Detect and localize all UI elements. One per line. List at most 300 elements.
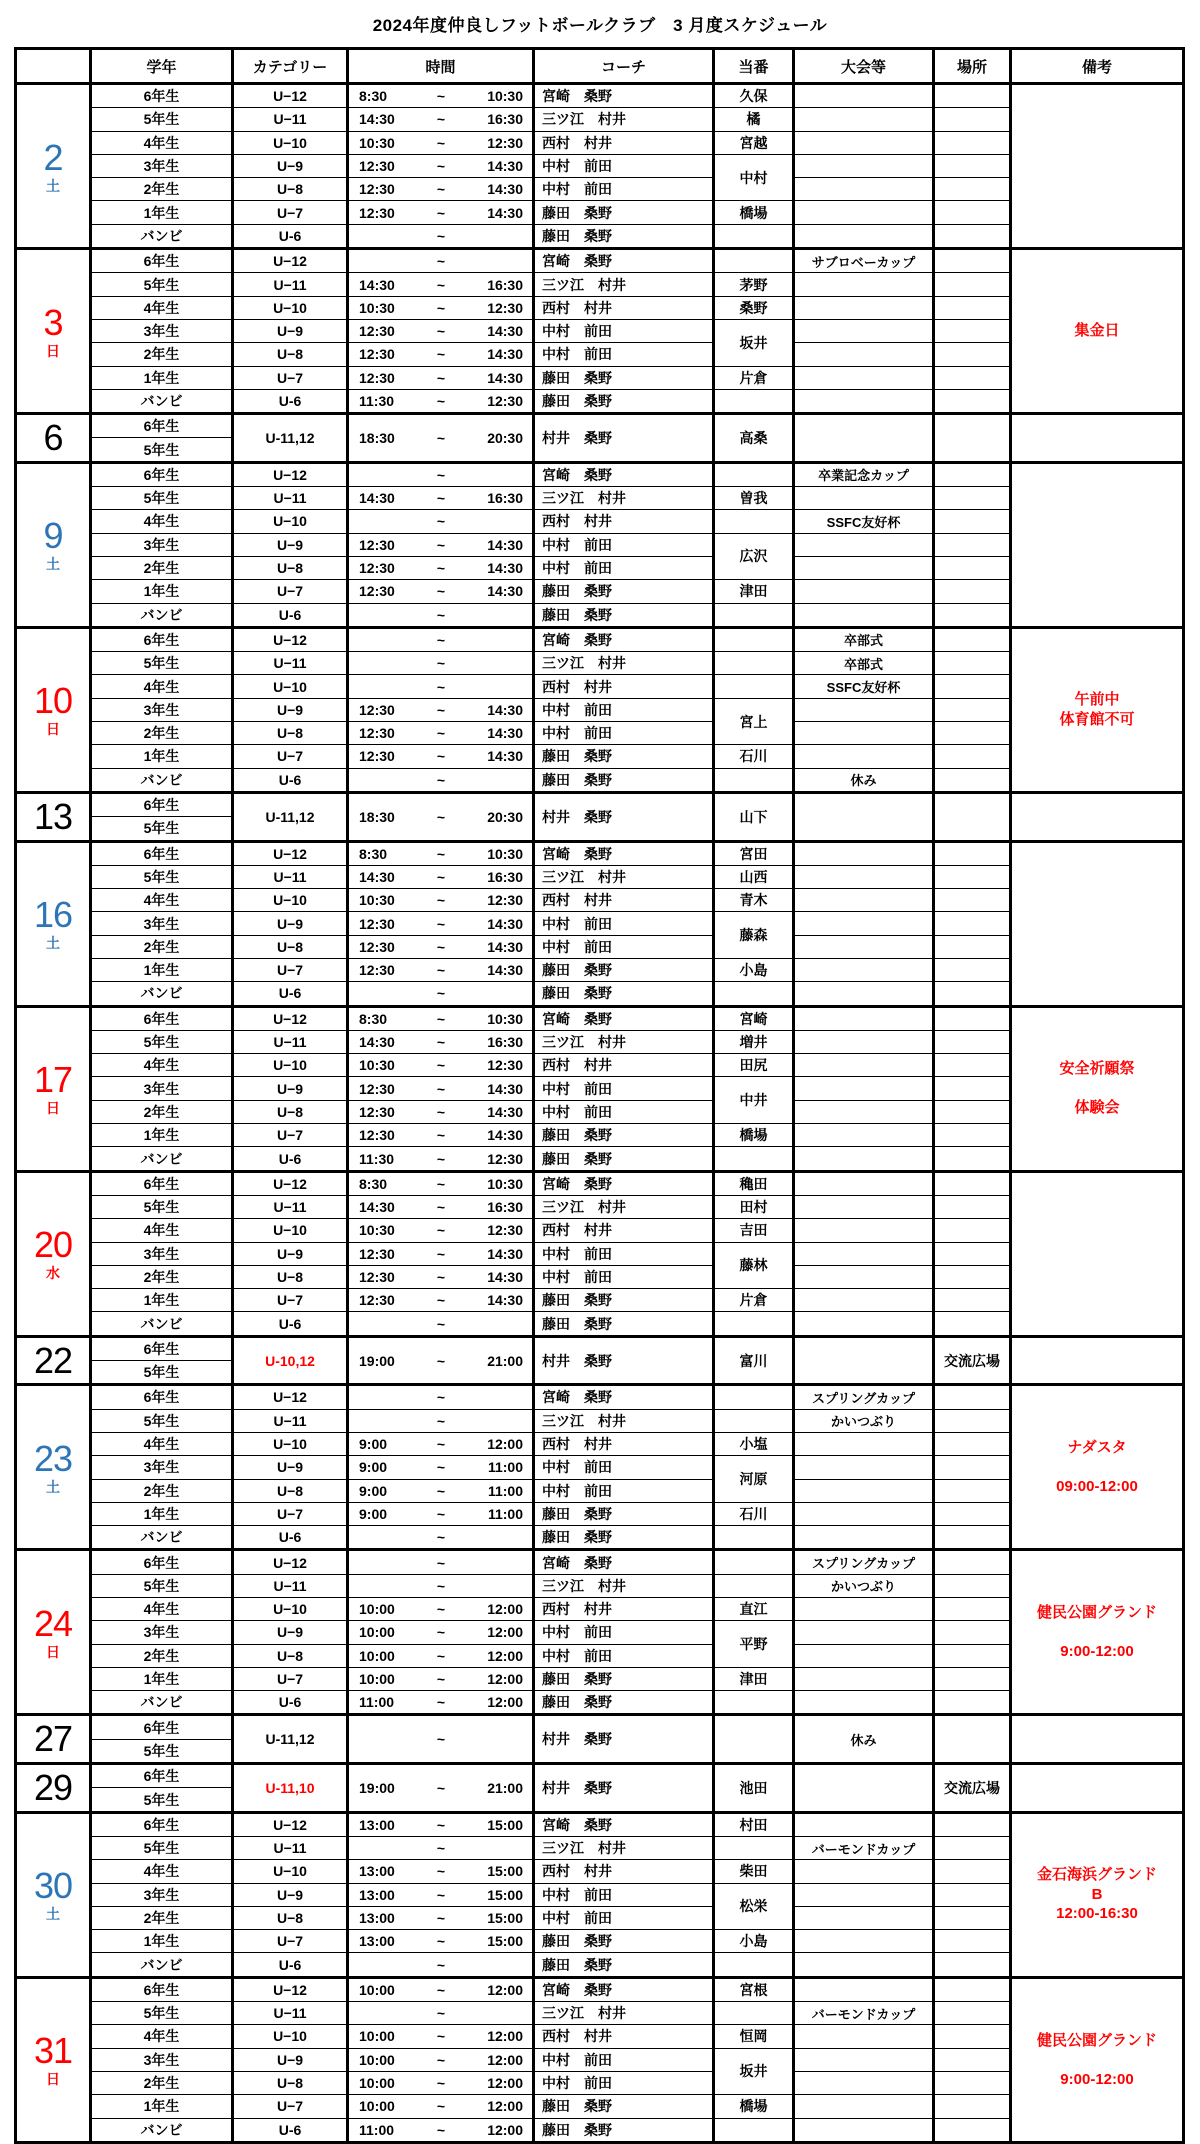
schedule-row bbox=[16, 1715, 1184, 1739]
grade-cell: 1年生 bbox=[91, 1502, 233, 1525]
schedule-row bbox=[16, 178, 1184, 201]
duty-cell: 村田 bbox=[714, 1812, 794, 1836]
place-cell bbox=[934, 745, 1011, 768]
category-cell: U−10 bbox=[233, 889, 348, 912]
schedule-row bbox=[16, 1502, 1184, 1525]
event-cell: かいつぶり bbox=[794, 1409, 934, 1432]
time-cell: 12:30 ~ 14:30 bbox=[348, 1265, 534, 1288]
place-cell bbox=[934, 1550, 1011, 1574]
coach-cell: 三ツ江 村井 bbox=[534, 2002, 714, 2025]
date-number: 29 bbox=[33, 1766, 73, 1808]
grade-cell: 2年生 bbox=[91, 178, 233, 201]
time-cell: 8:30 ~ 10:30 bbox=[348, 84, 534, 108]
schedule-row bbox=[16, 935, 1184, 958]
schedule-row bbox=[16, 1860, 1184, 1883]
time-cell: 11:30 ~ 12:30 bbox=[348, 1147, 534, 1171]
coach-cell: 藤田 桑野 bbox=[534, 1930, 714, 1953]
note-cell: 金石海浜グランド B 12:00-16:30 bbox=[1011, 1812, 1184, 1977]
date-number: 27 bbox=[33, 1718, 73, 1760]
place-cell bbox=[934, 982, 1011, 1006]
grade-cell: 4年生 bbox=[91, 1598, 233, 1621]
category-cell: U−8 bbox=[233, 1100, 348, 1123]
place-cell bbox=[934, 108, 1011, 131]
duty-cell: 柴田 bbox=[714, 1860, 794, 1883]
event-cell: 卒部式 bbox=[794, 652, 934, 675]
event-cell bbox=[794, 533, 934, 556]
grade-cell: 1年生 bbox=[91, 2095, 233, 2118]
place-cell bbox=[934, 1883, 1011, 1906]
duty-cell bbox=[714, 510, 794, 533]
event-cell bbox=[794, 1124, 934, 1147]
schedule-row bbox=[16, 1836, 1184, 1859]
note-cell: 健民公園グランド 9:00-12:00 bbox=[1011, 1550, 1184, 1715]
grade-cell: バンビ bbox=[91, 603, 233, 627]
event-cell bbox=[794, 389, 934, 413]
grade-cell: 4年生 bbox=[91, 889, 233, 912]
coach-cell: 中村 前田 bbox=[534, 912, 714, 935]
grade-cell: 5年生 bbox=[91, 2002, 233, 2025]
event-cell bbox=[794, 2118, 934, 2142]
duty-cell: 田村 bbox=[714, 1195, 794, 1218]
coach-cell: 中村 前田 bbox=[534, 1883, 714, 1906]
coach-cell: 村井 桑野 bbox=[534, 1336, 714, 1385]
event-cell bbox=[794, 1667, 934, 1690]
schedule-row bbox=[16, 487, 1184, 510]
schedule-row bbox=[16, 1812, 1184, 1836]
time-cell: 12:30 ~ 14:30 bbox=[348, 698, 534, 721]
event-cell bbox=[794, 273, 934, 296]
coach-cell: 中村 前田 bbox=[534, 722, 714, 745]
duty-cell: 宮越 bbox=[714, 131, 794, 154]
category-cell: U-6 bbox=[233, 982, 348, 1006]
event-cell: バーモンドカップ bbox=[794, 2002, 934, 2025]
grade-cell: バンビ bbox=[91, 1312, 233, 1336]
date-cell bbox=[16, 792, 91, 841]
schedule-row bbox=[16, 84, 1184, 108]
grade-cell: 6年生 bbox=[91, 1550, 233, 1574]
duty-cell: 広沢 bbox=[714, 533, 794, 580]
event-cell bbox=[794, 84, 934, 108]
category-cell: U−7 bbox=[233, 366, 348, 389]
duty-cell: 山西 bbox=[714, 865, 794, 888]
time-cell: 13:00 ~ 15:00 bbox=[348, 1906, 534, 1929]
schedule-row bbox=[16, 224, 1184, 248]
category-cell: U−12 bbox=[233, 1977, 348, 2001]
grade-cell: 6年生 bbox=[91, 792, 233, 816]
schedule-row bbox=[16, 366, 1184, 389]
category-cell: U−7 bbox=[233, 958, 348, 981]
grade-cell: 5年生 bbox=[91, 273, 233, 296]
schedule-row bbox=[16, 768, 1184, 792]
note-cell bbox=[1011, 1336, 1184, 1385]
place-cell bbox=[934, 84, 1011, 108]
event-cell bbox=[794, 319, 934, 342]
place-cell bbox=[934, 1006, 1011, 1030]
category-cell: U-11,12 bbox=[233, 1715, 348, 1764]
time-cell: 10:30 ~ 12:30 bbox=[348, 889, 534, 912]
event-cell bbox=[794, 745, 934, 768]
time-cell: ~ bbox=[348, 1715, 534, 1764]
grade-cell: 3年生 bbox=[91, 2048, 233, 2071]
category-cell: U−8 bbox=[233, 556, 348, 579]
coach-cell: 宮崎 桑野 bbox=[534, 462, 714, 486]
event-cell bbox=[794, 414, 934, 463]
category-cell: U−12 bbox=[233, 627, 348, 651]
event-cell bbox=[794, 343, 934, 366]
event-cell bbox=[794, 1977, 934, 2001]
duty-cell: 恒岡 bbox=[714, 2025, 794, 2048]
category-cell: U−9 bbox=[233, 1621, 348, 1644]
schedule-row bbox=[16, 603, 1184, 627]
category-cell: U−12 bbox=[233, 249, 348, 273]
duty-cell bbox=[714, 1385, 794, 1409]
place-cell bbox=[934, 487, 1011, 510]
event-cell: 休み bbox=[794, 768, 934, 792]
category-cell: U−12 bbox=[233, 1550, 348, 1574]
event-cell bbox=[794, 1171, 934, 1195]
schedule-row bbox=[16, 2118, 1184, 2142]
page-title: 2024年度仲良しフットボールクラブ 3 月度スケジュール bbox=[372, 16, 828, 35]
coach-cell: 中村 前田 bbox=[534, 2071, 714, 2094]
category-cell: U−12 bbox=[233, 1385, 348, 1409]
time-cell: 10:00 ~ 12:00 bbox=[348, 2071, 534, 2094]
category-cell: U−7 bbox=[233, 1502, 348, 1525]
grade-cell: 6年生 bbox=[91, 1006, 233, 1030]
duty-cell: 吉田 bbox=[714, 1219, 794, 1242]
place-cell bbox=[934, 1265, 1011, 1288]
place-cell bbox=[934, 1124, 1011, 1147]
schedule-row bbox=[16, 201, 1184, 224]
duty-cell: 田尻 bbox=[714, 1054, 794, 1077]
category-cell: U−10 bbox=[233, 296, 348, 319]
schedule-row bbox=[16, 1265, 1184, 1288]
category-cell: U−12 bbox=[233, 1171, 348, 1195]
place-cell bbox=[934, 1977, 1011, 2001]
place-cell bbox=[934, 1860, 1011, 1883]
date-cell bbox=[16, 1336, 91, 1385]
time-cell: 14:30 ~ 16:30 bbox=[348, 1030, 534, 1053]
coach-cell: 中村 前田 bbox=[534, 178, 714, 201]
place-cell bbox=[934, 2118, 1011, 2142]
time-cell: 12:30 ~ 14:30 bbox=[348, 1077, 534, 1100]
time-cell: 8:30 ~ 10:30 bbox=[348, 841, 534, 865]
coach-cell: 中村 前田 bbox=[534, 1265, 714, 1288]
place-cell bbox=[934, 675, 1011, 698]
time-cell: 13:00 ~ 15:00 bbox=[348, 1883, 534, 1906]
coach-cell: 中村 前田 bbox=[534, 1644, 714, 1667]
grade-cell: 5年生 bbox=[91, 438, 233, 462]
duty-cell bbox=[714, 1953, 794, 1977]
event-cell bbox=[794, 889, 934, 912]
event-cell bbox=[794, 1691, 934, 1715]
time-cell: 10:00 ~ 12:00 bbox=[348, 1977, 534, 2001]
duty-cell bbox=[714, 1526, 794, 1550]
time-cell: 10:00 ~ 12:00 bbox=[348, 1644, 534, 1667]
schedule-row bbox=[16, 249, 1184, 273]
date-weekday: 土 bbox=[46, 1478, 60, 1495]
coach-cell: 中村 前田 bbox=[534, 1479, 714, 1502]
time-cell: ~ bbox=[348, 2002, 534, 2025]
coach-cell: 藤田 桑野 bbox=[534, 1526, 714, 1550]
time-cell: 12:30 ~ 14:30 bbox=[348, 912, 534, 935]
grade-cell: バンビ bbox=[91, 1526, 233, 1550]
category-cell: U−12 bbox=[233, 1812, 348, 1836]
category-cell: U−12 bbox=[233, 462, 348, 486]
event-cell bbox=[794, 1930, 934, 1953]
category-cell: U−8 bbox=[233, 1906, 348, 1929]
place-cell bbox=[934, 462, 1011, 486]
place-cell: 交流広場 bbox=[934, 1764, 1011, 1813]
category-cell: U−11 bbox=[233, 652, 348, 675]
event-cell bbox=[794, 912, 934, 935]
coach-cell: 宮崎 桑野 bbox=[534, 841, 714, 865]
coach-cell: 西村 村井 bbox=[534, 131, 714, 154]
schedule-row bbox=[16, 1385, 1184, 1409]
category-cell: U-6 bbox=[233, 1147, 348, 1171]
schedule-row bbox=[16, 865, 1184, 888]
date-number: 13 bbox=[33, 795, 73, 837]
coach-cell: 藤田 桑野 bbox=[534, 224, 714, 248]
category-cell: U−9 bbox=[233, 912, 348, 935]
note-cell bbox=[1011, 841, 1184, 1006]
coach-cell: 村井 桑野 bbox=[534, 414, 714, 463]
note-cell bbox=[1011, 1764, 1184, 1813]
coach-cell: 藤田 桑野 bbox=[534, 982, 714, 1006]
grade-cell: 2年生 bbox=[91, 722, 233, 745]
event-cell bbox=[794, 1077, 934, 1100]
place-cell bbox=[934, 2095, 1011, 2118]
date-cell bbox=[16, 249, 91, 414]
schedule-row bbox=[16, 1667, 1184, 1690]
duty-cell: 中村 bbox=[714, 154, 794, 201]
date-number: 22 bbox=[33, 1339, 73, 1381]
place-cell bbox=[934, 366, 1011, 389]
schedule-row bbox=[16, 1621, 1184, 1644]
grade-cell: 5年生 bbox=[91, 817, 233, 841]
event-cell bbox=[794, 131, 934, 154]
place-cell bbox=[934, 1289, 1011, 1312]
schedule-row bbox=[16, 414, 1184, 438]
event-cell: スプリングカップ bbox=[794, 1550, 934, 1574]
coach-cell: 中村 前田 bbox=[534, 343, 714, 366]
category-cell: U−12 bbox=[233, 841, 348, 865]
time-cell: ~ bbox=[348, 249, 534, 273]
category-cell: U−10 bbox=[233, 1860, 348, 1883]
date-cell bbox=[16, 1812, 91, 1977]
coach-cell: 三ツ江 村井 bbox=[534, 108, 714, 131]
place-cell bbox=[934, 652, 1011, 675]
category-cell: U−8 bbox=[233, 1265, 348, 1288]
event-cell bbox=[794, 296, 934, 319]
place-cell bbox=[934, 603, 1011, 627]
duty-cell: 石川 bbox=[714, 745, 794, 768]
duty-cell: 石川 bbox=[714, 1502, 794, 1525]
place-cell bbox=[934, 533, 1011, 556]
event-cell bbox=[794, 1336, 934, 1385]
grade-cell: 1年生 bbox=[91, 1667, 233, 1690]
category-cell: U−8 bbox=[233, 1479, 348, 1502]
date-cell bbox=[16, 1006, 91, 1171]
grade-cell: 4年生 bbox=[91, 2025, 233, 2048]
grade-cell: バンビ bbox=[91, 768, 233, 792]
grade-cell: 6年生 bbox=[91, 414, 233, 438]
schedule-row bbox=[16, 389, 1184, 413]
time-cell: 11:00 ~ 12:00 bbox=[348, 2118, 534, 2142]
category-cell: U-6 bbox=[233, 389, 348, 413]
time-cell: 12:30 ~ 14:30 bbox=[348, 343, 534, 366]
category-cell: U−11 bbox=[233, 1030, 348, 1053]
schedule-row bbox=[16, 627, 1184, 651]
schedule-row bbox=[16, 1953, 1184, 1977]
date-weekday: 水 bbox=[46, 1265, 60, 1282]
event-cell bbox=[794, 2025, 934, 2048]
time-cell: 19:00 ~ 21:00 bbox=[348, 1336, 534, 1385]
coach-cell: 宮崎 桑野 bbox=[534, 627, 714, 651]
grade-cell: 5年生 bbox=[91, 652, 233, 675]
category-cell: U−9 bbox=[233, 1456, 348, 1479]
event-cell: 卒業記念カップ bbox=[794, 462, 934, 486]
category-cell: U−9 bbox=[233, 154, 348, 177]
event-cell bbox=[794, 201, 934, 224]
grade-cell: 6年生 bbox=[91, 249, 233, 273]
header-event: 大会等 bbox=[794, 49, 934, 84]
schedule-row bbox=[16, 841, 1184, 865]
date-cell bbox=[16, 84, 91, 249]
time-cell: ~ bbox=[348, 1312, 534, 1336]
event-cell bbox=[794, 2071, 934, 2094]
schedule-row bbox=[16, 675, 1184, 698]
schedule-row bbox=[16, 556, 1184, 579]
duty-cell: 河原 bbox=[714, 1456, 794, 1503]
grade-cell: 6年生 bbox=[91, 1385, 233, 1409]
time-cell: 12:30 ~ 14:30 bbox=[348, 745, 534, 768]
event-cell bbox=[794, 1456, 934, 1479]
coach-cell: 中村 前田 bbox=[534, 154, 714, 177]
category-cell: U−11 bbox=[233, 1574, 348, 1597]
time-cell: 18:30 ~ 20:30 bbox=[348, 414, 534, 463]
duty-cell bbox=[714, 603, 794, 627]
schedule-row bbox=[16, 154, 1184, 177]
coach-cell: 藤田 桑野 bbox=[534, 2118, 714, 2142]
coach-cell: 西村 村井 bbox=[534, 510, 714, 533]
coach-cell: 西村 村井 bbox=[534, 296, 714, 319]
grade-cell: 6年生 bbox=[91, 1171, 233, 1195]
coach-cell: 三ツ江 村井 bbox=[534, 487, 714, 510]
category-cell: U−10 bbox=[233, 1432, 348, 1455]
time-cell: 12:30 ~ 14:30 bbox=[348, 958, 534, 981]
schedule-row bbox=[16, 722, 1184, 745]
coach-cell: 西村 村井 bbox=[534, 1432, 714, 1455]
date-number: 30 bbox=[33, 1865, 73, 1907]
time-cell: 10:30 ~ 12:30 bbox=[348, 131, 534, 154]
category-cell: U-6 bbox=[233, 1526, 348, 1550]
date-weekday: 土 bbox=[46, 1906, 60, 1923]
grade-cell: 2年生 bbox=[91, 1100, 233, 1123]
grade-cell: 1年生 bbox=[91, 745, 233, 768]
place-cell bbox=[934, 627, 1011, 651]
duty-cell: 直江 bbox=[714, 1598, 794, 1621]
place-cell bbox=[934, 1906, 1011, 1929]
duty-cell: 富川 bbox=[714, 1336, 794, 1385]
schedule-row bbox=[16, 1409, 1184, 1432]
grade-cell: 6年生 bbox=[91, 1764, 233, 1788]
place-cell bbox=[934, 1077, 1011, 1100]
schedule-row bbox=[16, 1242, 1184, 1265]
schedule-row bbox=[16, 1574, 1184, 1597]
category-cell: U−11 bbox=[233, 865, 348, 888]
category-cell: U−11 bbox=[233, 1195, 348, 1218]
header-note: 備考 bbox=[1011, 49, 1184, 84]
date-weekday: 日 bbox=[46, 721, 60, 738]
place-cell bbox=[934, 1456, 1011, 1479]
schedule-row bbox=[16, 533, 1184, 556]
time-cell: 12:30 ~ 14:30 bbox=[348, 1100, 534, 1123]
time-cell: 8:30 ~ 10:30 bbox=[348, 1171, 534, 1195]
event-cell bbox=[794, 1312, 934, 1336]
event-cell bbox=[794, 1598, 934, 1621]
grade-cell: 4年生 bbox=[91, 131, 233, 154]
place-cell bbox=[934, 1715, 1011, 1764]
note-cell bbox=[1011, 1171, 1184, 1336]
date-number: 3 bbox=[43, 301, 63, 343]
schedule-row bbox=[16, 2048, 1184, 2071]
grade-cell: 5年生 bbox=[91, 108, 233, 131]
place-cell bbox=[934, 131, 1011, 154]
place-cell bbox=[934, 1054, 1011, 1077]
place-cell bbox=[934, 1644, 1011, 1667]
duty-cell bbox=[714, 249, 794, 273]
schedule-row bbox=[16, 982, 1184, 1006]
note-cell: ナダスタ 09:00-12:00 bbox=[1011, 1385, 1184, 1550]
place-cell bbox=[934, 1171, 1011, 1195]
place-cell bbox=[934, 722, 1011, 745]
time-cell: 12:30 ~ 14:30 bbox=[348, 154, 534, 177]
time-cell: ~ bbox=[348, 768, 534, 792]
coach-cell: 藤田 桑野 bbox=[534, 580, 714, 603]
duty-cell: 坂井 bbox=[714, 319, 794, 366]
date-number: 24 bbox=[33, 1602, 73, 1644]
grade-cell: バンビ bbox=[91, 224, 233, 248]
place-cell bbox=[934, 556, 1011, 579]
category-cell: U-10,12 bbox=[233, 1336, 348, 1385]
place-cell bbox=[934, 296, 1011, 319]
grade-cell: バンビ bbox=[91, 2118, 233, 2142]
coach-cell: 藤田 桑野 bbox=[534, 1953, 714, 1977]
time-cell: 12:30 ~ 14:30 bbox=[348, 366, 534, 389]
coach-cell: 西村 村井 bbox=[534, 1219, 714, 1242]
schedule-row bbox=[16, 108, 1184, 131]
place-cell bbox=[934, 1312, 1011, 1336]
event-cell bbox=[794, 2095, 934, 2118]
category-cell: U−10 bbox=[233, 1219, 348, 1242]
coach-cell: 村井 桑野 bbox=[534, 792, 714, 841]
category-cell: U−8 bbox=[233, 935, 348, 958]
time-cell: 10:30 ~ 12:30 bbox=[348, 1054, 534, 1077]
place-cell bbox=[934, 2025, 1011, 2048]
category-cell: U-11,12 bbox=[233, 414, 348, 463]
date-number: 16 bbox=[33, 894, 73, 936]
duty-cell bbox=[714, 2118, 794, 2142]
time-cell: 12:30 ~ 14:30 bbox=[348, 201, 534, 224]
category-cell: U-6 bbox=[233, 224, 348, 248]
event-cell bbox=[794, 1621, 934, 1644]
time-cell: ~ bbox=[348, 675, 534, 698]
event-cell bbox=[794, 841, 934, 865]
event-cell bbox=[794, 1502, 934, 1525]
coach-cell: 中村 前田 bbox=[534, 1906, 714, 1929]
coach-cell: 藤田 桑野 bbox=[534, 603, 714, 627]
grade-cell: バンビ bbox=[91, 1147, 233, 1171]
